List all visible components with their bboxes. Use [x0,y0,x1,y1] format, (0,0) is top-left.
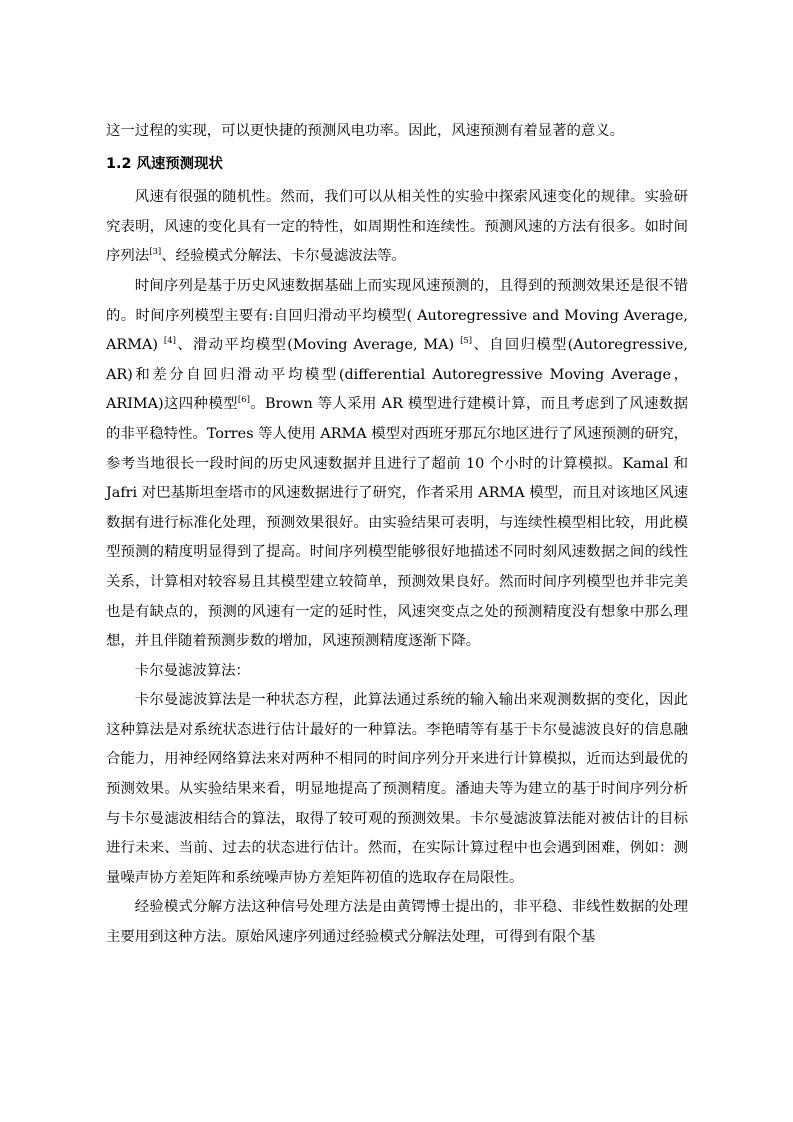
section-heading: 1.2 风速预测现状 [106,155,223,172]
citation-ref-5: [5] [460,336,473,347]
paragraph-text: 、经验模式分解法、卡尔曼滤波法等。 [161,248,406,265]
paragraph-text: 。Brown 等人采用 AR 模型进行建模计算，而且考虑到了风速数据的非平稳特性。Torres 等人使用 ARMA 模型对西班牙那瓦尔地区进行了风速预测的研究，参考当地很长一段时间的历史风速数据并且进行了超前 10 个小时的计算模拟。Kamal 和 Jafri 对巴基斯坦奎塔市的风速数据进行了研究，作者采用 ARMA 模型，而且对该地区风速数据有进行标准化处理，预测效果很好。由实验结果可表明，与连续性模型相比较，用此模型预测的精度明显得到了提高。时间序列模型能够很好地描述不同时刻风速数据之间的线性关系，计算相对较容易且其模型建立较简单，预测效果良好。然而时间序列模型也并非完美也是有缺点的，预测的风速有一定的延时性，风速突变点之处的预测精度没有想象中那么理想，并且伴随着预测步数的增加，风速预测精度逐渐下降。 [106,396,688,650]
paragraph-text: 、滑动平均模型(Moving Average, MA) [175,337,455,354]
paragraph-time-series [106,272,688,657]
paragraph-text: 时间序列是基于历史风速数据基础上而实现风速预测的，且得到的预测效果还是很不错的。时间序列模型主要有:自回归滑动平均模型( Autoregressive and Moving Average, ARMA) [106,277,688,354]
paragraph-kalman-title: 卡尔曼滤波算法： [134,662,250,679]
paragraph-intro: 这一过程的实现，可以更快捷的预测风电功率。因此，风速预测有着显著的意义。 [106,123,625,139]
citation-ref-6: [6] [237,395,250,406]
paragraph-text: 风速有很强的随机性。然而，我们可以从相关性的实验中探索风速变化的规律。实验研究表明，风速的变化具有一定的特性，如周期性和连续性。预测风速的方法有很多。如时间序列法 [106,189,688,265]
paragraph-wind-randomness [106,183,688,272]
paragraph-text: 、自回归模型(Autoregressive, AR)和差分自回归滑动平均模型(differential Autoregressive Moving Average，ARIMA)这四种模型 [106,337,689,413]
citation-ref-3: [3] [149,247,162,258]
citation-ref-4: [4] [163,336,176,347]
document-body [106,117,688,953]
paragraph-emd: 经验模式分解方法这种信号处理方法是由黄锷博士提出的，非平稳、非线性数据的处理主要用到这种方法。原始风速序列通过经验模式分解法处理，可得到有限个基 [106,899,688,946]
paragraph-kalman: 卡尔曼滤波算法是一种状态方程，此算法通过系统的输入输出来观测数据的变化，因此这种算法是对系统状态进行估计最好的一种算法。李艳晴等有基于卡尔曼滤波良好的信息融合能力，用神经网络算法来对两种不相同的时间序列分开来进行计算模拟，近而达到最优的预测效果。从实验结果来看，明显地提高了预测精度。潘迪夫等为建立的基于时间序列分析与卡尔曼滤波相结合的算法，取得了较可观的预测效果。卡尔曼滤波算法能对被估计的目标进行未来、当前、过去的状态进行估计。然而，在实际计算过程中也会遇到困难，例如：测量噪声协方差矩阵和系统噪声协方差矩阵初值的选取存在局限性。 [106,692,688,886]
